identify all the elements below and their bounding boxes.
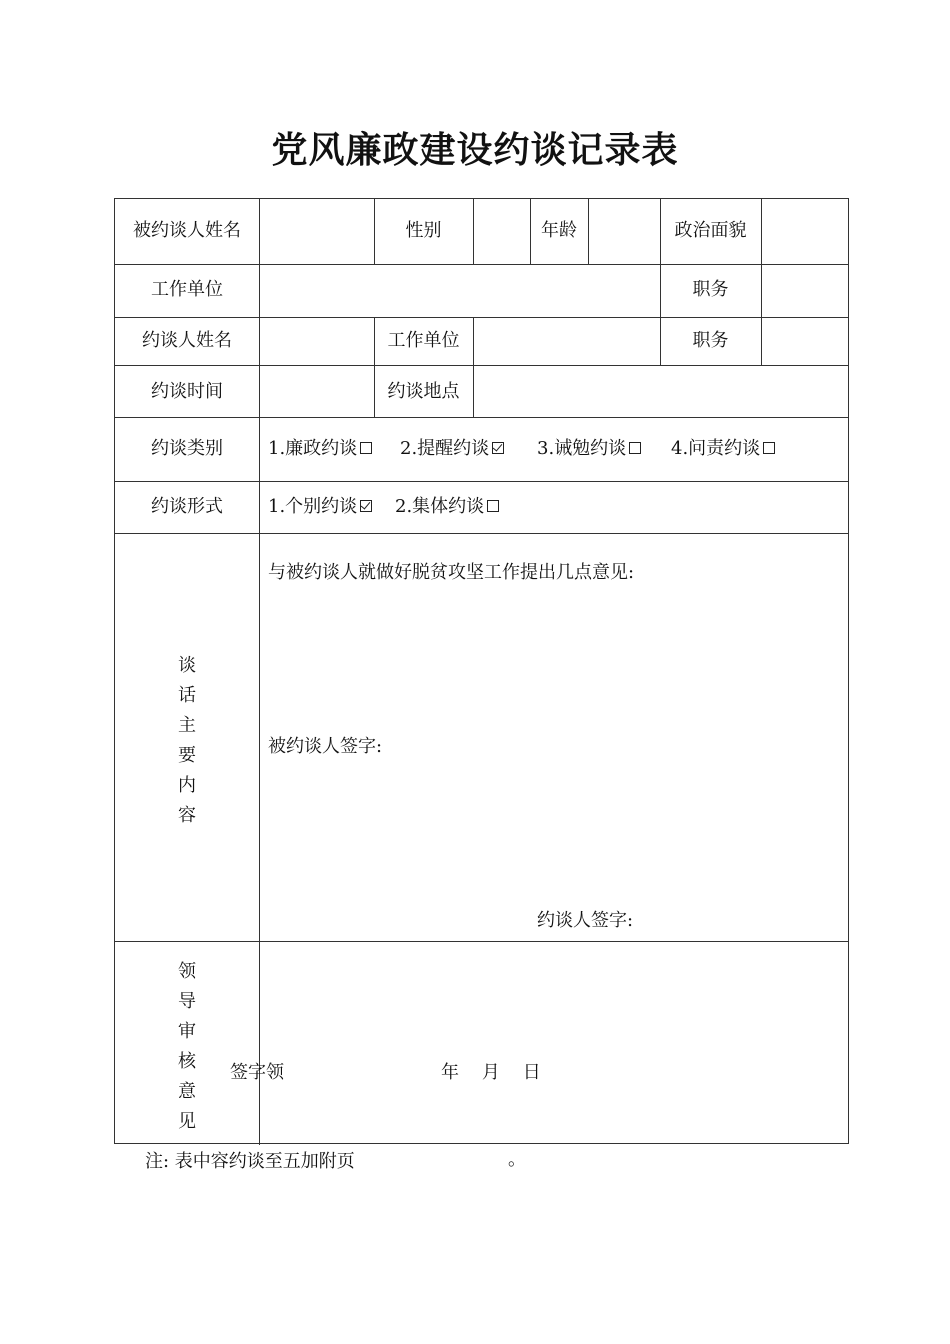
interviewer-position-label: 职务 <box>692 330 729 351</box>
category-label: 约谈类别 <box>151 438 223 459</box>
form-option-1[interactable]: 1.个别约谈 <box>268 497 372 517</box>
age-label: 年龄 <box>541 220 577 241</box>
work-unit-label: 工作单位 <box>151 279 223 300</box>
checkbox-icon[interactable] <box>763 442 775 454</box>
form-label: 约谈形式 <box>151 496 223 517</box>
footer-dot: 。 <box>508 1149 526 1170</box>
review-vertical-label: 领 导 审 核 意 见 <box>178 961 196 1132</box>
position-label: 职务 <box>692 279 729 300</box>
form-option-2[interactable]: 2.集体约谈 <box>395 497 499 517</box>
content-vertical-label: 谈 话 主 要 内 容 <box>178 655 196 826</box>
checkbox-icon[interactable] <box>629 442 641 454</box>
checkbox-icon[interactable] <box>360 442 372 454</box>
interviewee-sign-label: 被约谈人签字: <box>268 736 383 757</box>
gender-label: 性别 <box>405 220 442 241</box>
content-intro: 与被约谈人就做好脱贫攻坚工作提出几点意见: <box>268 562 635 583</box>
checked-checkbox-icon[interactable] <box>360 500 372 512</box>
checkbox-icon[interactable] <box>487 500 499 512</box>
page-title: 党风廉政建设约谈记录表 <box>271 129 679 171</box>
interviewer-unit-label: 工作单位 <box>387 330 460 351</box>
interviewer-sign-label: 约谈人签字: <box>537 910 634 931</box>
interview-record-table <box>114 198 849 1144</box>
category-option-3[interactable]: 3.诫勉约谈 <box>537 439 641 459</box>
category-option-4[interactable]: 4.问责约谈 <box>671 439 775 459</box>
review-date: 年 月 日 <box>441 1062 541 1083</box>
interviewer-name-label: 约谈人姓名 <box>142 330 232 351</box>
interviewee-name-label: 被约谈人姓名 <box>133 220 241 241</box>
footer-note: 注: 表中容约谈至五加附页 <box>145 1151 355 1172</box>
category-option-1[interactable]: 1.廉政约谈 <box>268 439 372 459</box>
place-label: 约谈地点 <box>387 381 460 402</box>
political-status-label: 政治面貌 <box>674 220 747 241</box>
checked-checkbox-icon[interactable] <box>492 442 504 454</box>
category-option-2[interactable]: 2.提醒约谈 <box>400 439 504 459</box>
time-label: 约谈时间 <box>151 381 223 402</box>
leader-sign-label: 签字领 <box>230 1062 284 1083</box>
